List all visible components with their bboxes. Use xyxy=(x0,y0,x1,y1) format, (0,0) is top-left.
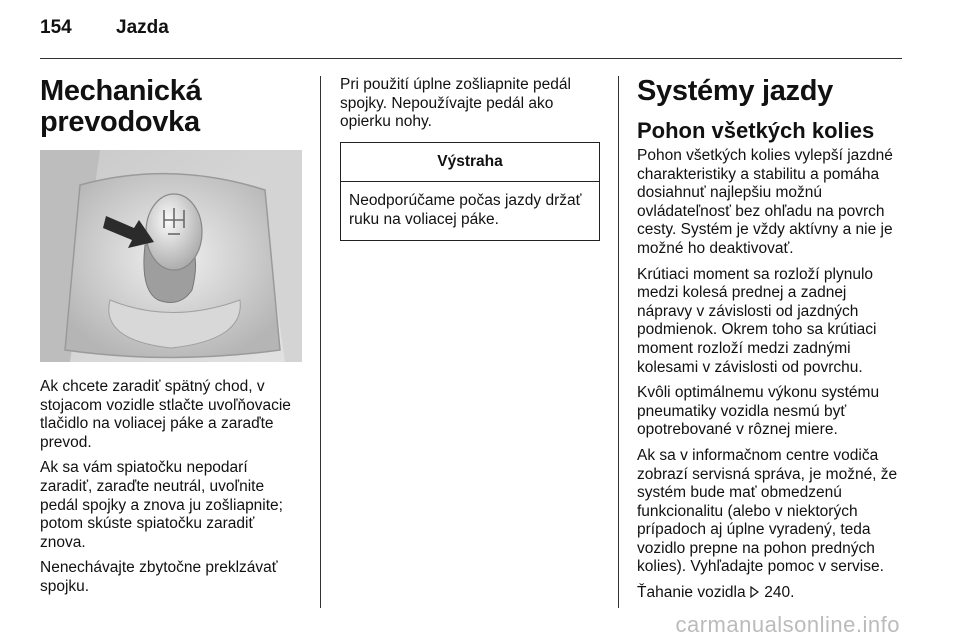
section-heading: Mechanická prevodovka xyxy=(40,75,202,138)
paragraph: Ak chcete zaradiť spätný chod, v stojacom vozidle stlačte uvoľňovacie tlačidlo na voliacej páke a zaraďte prevod. xyxy=(40,378,291,451)
reference-text: Ťahanie vozidla xyxy=(637,584,746,602)
column-2 xyxy=(340,76,602,241)
paragraph: Kvôli optimálnemu výkonu systému pneumatiky vozidla nesmú byť opotrebované v rôznej miere. xyxy=(637,384,880,439)
header-rule xyxy=(40,58,902,59)
paragraph: Krútiaci moment sa rozloží plynulo medzi kolesá prednej a zadnej nápravy v závislosti od jazdných podmienok. Okrem toho sa krútiaci moment rozloží medzi zadnými kolesami v závislosti od povrchu. xyxy=(637,265,877,376)
cross-reference[interactable] xyxy=(637,584,905,603)
reference-page: 240. xyxy=(764,584,795,602)
gear-shifter-image xyxy=(40,150,302,362)
paragraph: Nenechávajte zbytočne preklzávať spojku. xyxy=(40,559,278,595)
paragraph: Ak sa v informačnom centre vodiča zobrazí servisná správa, je možné, že systém bude mať obmedzenú funkcionalitu (alebo v niektorých prípadoch aj úplne vyradený, teda vozidlo prepne na pohon predných kolies). Vyhľadajte pomoc v servise. xyxy=(637,446,898,576)
column-3 xyxy=(637,76,905,610)
page-reference-icon xyxy=(750,585,760,597)
paragraph: Pri použití úplne zošliapnite pedál spojky. Nepoužívajte pedál ako opierku nohy. xyxy=(340,76,571,131)
subsection-heading: Pohon všetkých kolies xyxy=(637,118,875,143)
column-1 xyxy=(40,75,304,595)
page-number: 154 xyxy=(40,17,72,38)
page-header xyxy=(40,17,169,39)
column-divider xyxy=(320,76,321,608)
warning-box xyxy=(340,142,600,241)
gear-lever-illustration xyxy=(40,150,302,362)
warning-text: Neodporúčame počas jazdy držať ruku na voliacej páke. xyxy=(349,192,582,228)
paragraph: Ak sa vám spiatočku nepodarí zaradiť, zaraďte neutrál, uvoľnite pedál spojky a znova ju zošliapnite; potom skúste spiatočku zaradiť znova. xyxy=(40,459,283,551)
watermark: carmanualsonline.info xyxy=(675,612,900,637)
column-divider xyxy=(618,76,619,608)
warning-title: Výstraha xyxy=(341,143,599,183)
column-1-text xyxy=(40,378,304,604)
section-title: Jazda xyxy=(116,17,169,38)
section-heading: Systémy jazdy xyxy=(637,75,833,107)
paragraph: Pohon všetkých kolies vylepší jazdné charakteristiky a stabilitu a pomáha dosiahnuť najlepšiu možnú ovládateľnosť bez ohľadu na povrch cesty. Systém je vždy aktívny a nie je možné ho deaktivovať. xyxy=(637,147,893,257)
